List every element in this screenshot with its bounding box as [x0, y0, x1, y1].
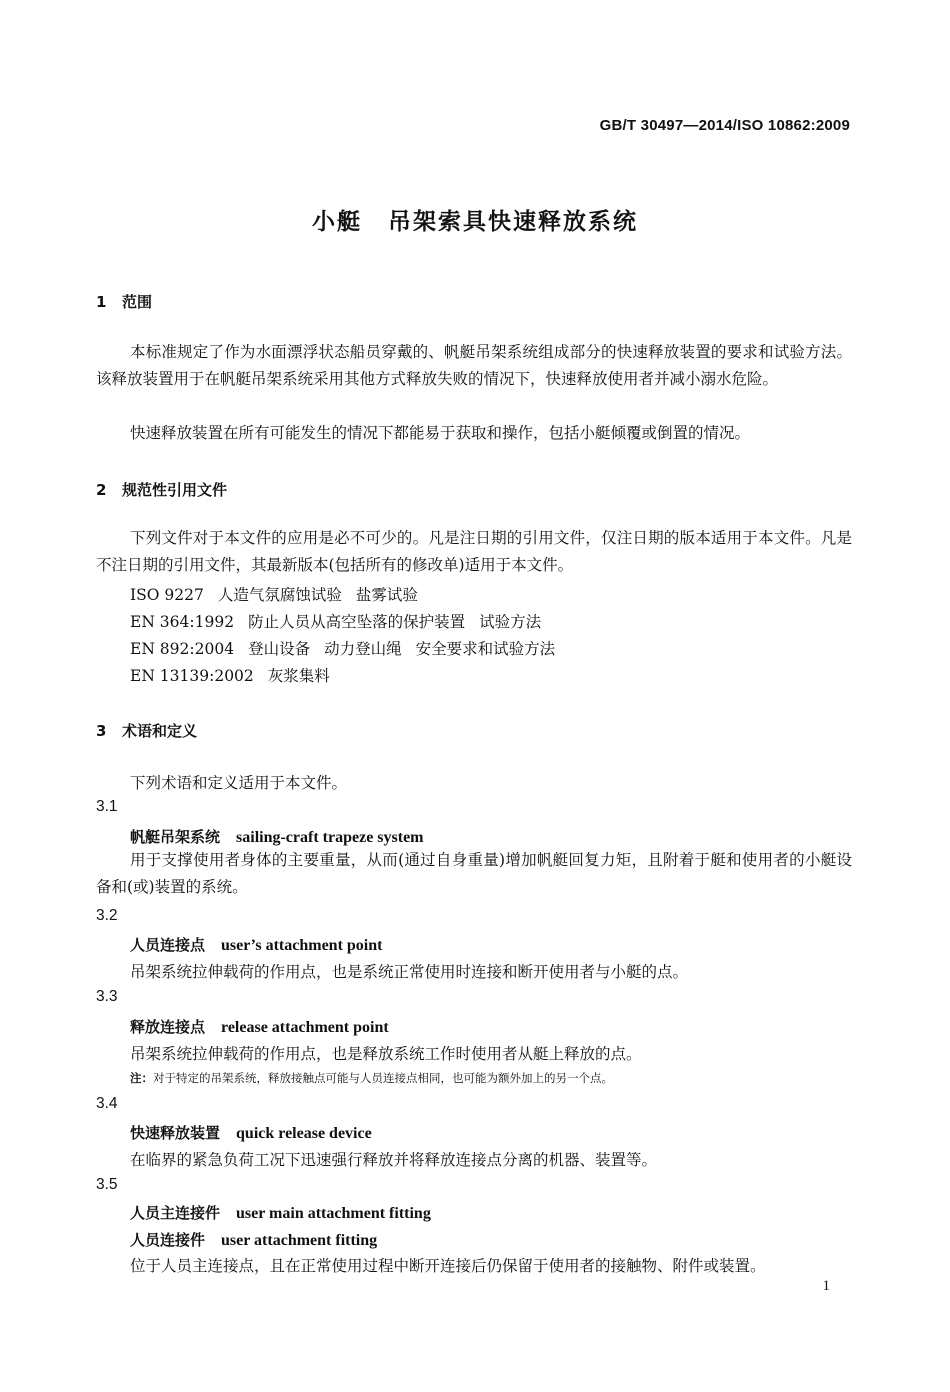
reference-code: ISO 9227 [130, 586, 204, 604]
term-heading [130, 826, 424, 847]
term-chinese: 人员连接点 [130, 936, 206, 954]
reference-item [130, 637, 555, 659]
reference-title: 安全要求和试验方法 [415, 640, 556, 658]
term-english: sailing-craft trapeze system [236, 829, 424, 846]
page-number: 1 [822, 1278, 830, 1294]
term-definition: 吊架系统拉伸载荷的作用点，也是系统正常使用时连接和断开使用者与小艇的点。 [130, 963, 689, 981]
note-label: 注： [130, 1071, 153, 1085]
note-text: 对于特定的吊架系统，释放接触点可能与人员连接点相同，也可能为额外加上的另一个点。 [153, 1071, 613, 1085]
term-chinese: 快速释放装置 [130, 1124, 221, 1142]
term-heading [130, 1016, 389, 1037]
section-2-heading [96, 479, 227, 500]
term-definition: 在临界的紧急负荷工况下迅速强行释放并将释放连接点分离的机器、装置等。 [130, 1151, 658, 1169]
reference-title: 盐雾试验 [355, 586, 418, 604]
term-heading-synonym [130, 1229, 377, 1250]
term-english: user attachment fitting [221, 1232, 378, 1249]
clause-number: 3.3 [96, 988, 118, 1005]
title-part2: 吊架索具快速释放系统 [388, 209, 638, 235]
term-english: user main attachment fitting [236, 1205, 431, 1222]
section-2-paragraph-1: 下列文件对于本文件的应用是必不可少的。凡是注日期的引用文件，仅注日期的版本适用于本文件。凡是不注日期的引用文件，其最新版本(包括所有的修改单)适用于本文件。 [96, 529, 852, 574]
reference-title: 灰浆集料 [267, 667, 330, 685]
term-definition: 吊架系统拉伸载荷的作用点，也是释放系统工作时使用者从艇上释放的点。 [130, 1045, 642, 1063]
page-title [0, 203, 950, 236]
term-chinese: 帆艇吊架系统 [130, 828, 221, 846]
section-1-paragraph-1: 本标准规定了作为水面漂浮状态船员穿戴的、帆艇吊架系统组成部分的快速释放装置的要求和试验方法。该释放装置用于在帆艇吊架系统采用其他方式释放失败的情况下，快速释放使用者并减小溺水危险。 [96, 343, 852, 388]
term-chinese: 人员主连接件 [130, 1204, 221, 1222]
section-3-heading [96, 720, 197, 741]
section-1-heading [96, 291, 152, 312]
clause-number: 3.2 [96, 907, 118, 924]
clause-number: 3.5 [96, 1176, 118, 1193]
reference-code: EN 364:1992 [130, 613, 235, 631]
term-definition: 用于支撑使用者身体的主要重量，从而(通过自身重量)增加帆艇回复力矩，且附着于艇和使用者的小艇设备和(或)装置的系统。 [96, 851, 852, 896]
term-english: user’s attachment point [221, 937, 383, 954]
section-title: 术语和定义 [122, 722, 198, 740]
term-chinese: 释放连接点 [130, 1018, 206, 1036]
reference-title: 动力登山绳 [324, 640, 402, 658]
reference-title: 试验方法 [479, 613, 542, 631]
standard-number: GB/T 30497—2014/ISO 10862:2009 [599, 117, 850, 134]
reference-item [130, 610, 541, 632]
section-title: 范围 [122, 293, 153, 311]
term-heading [130, 1122, 372, 1143]
term-english: release attachment point [221, 1019, 389, 1036]
term-note [130, 1070, 613, 1086]
section-1-paragraph-2: 快速释放装置在所有可能发生的情况下都能易于获取和操作，包括小艇倾覆或倒置的情况。 [130, 424, 751, 442]
reference-item [130, 664, 330, 686]
term-heading [130, 1202, 431, 1223]
reference-title: 防止人员从高空坠落的保护装置 [248, 613, 466, 631]
reference-code: EN 13139:2002 [130, 667, 254, 685]
term-heading [130, 934, 382, 955]
term-english: quick release device [236, 1125, 372, 1142]
term-chinese: 人员连接件 [130, 1231, 206, 1249]
section-title: 规范性引用文件 [122, 481, 228, 499]
section-number: 1 [96, 293, 107, 311]
reference-item [130, 583, 418, 605]
title-part1: 小艇 [312, 209, 362, 235]
clause-number: 3.4 [96, 1095, 118, 1112]
reference-title: 人造气氛腐蚀试验 [217, 586, 342, 604]
section-3-intro: 下列术语和定义适用于本文件。 [130, 774, 348, 792]
reference-code: EN 892:2004 [130, 640, 235, 658]
term-definition: 位于人员主连接点，且在正常使用过程中断开连接后仍保留于使用者的接触物、附件或装置。 [130, 1257, 766, 1275]
reference-title: 登山设备 [248, 640, 311, 658]
section-number: 3 [96, 722, 107, 740]
section-number: 2 [96, 481, 107, 499]
clause-number: 3.1 [96, 798, 118, 815]
